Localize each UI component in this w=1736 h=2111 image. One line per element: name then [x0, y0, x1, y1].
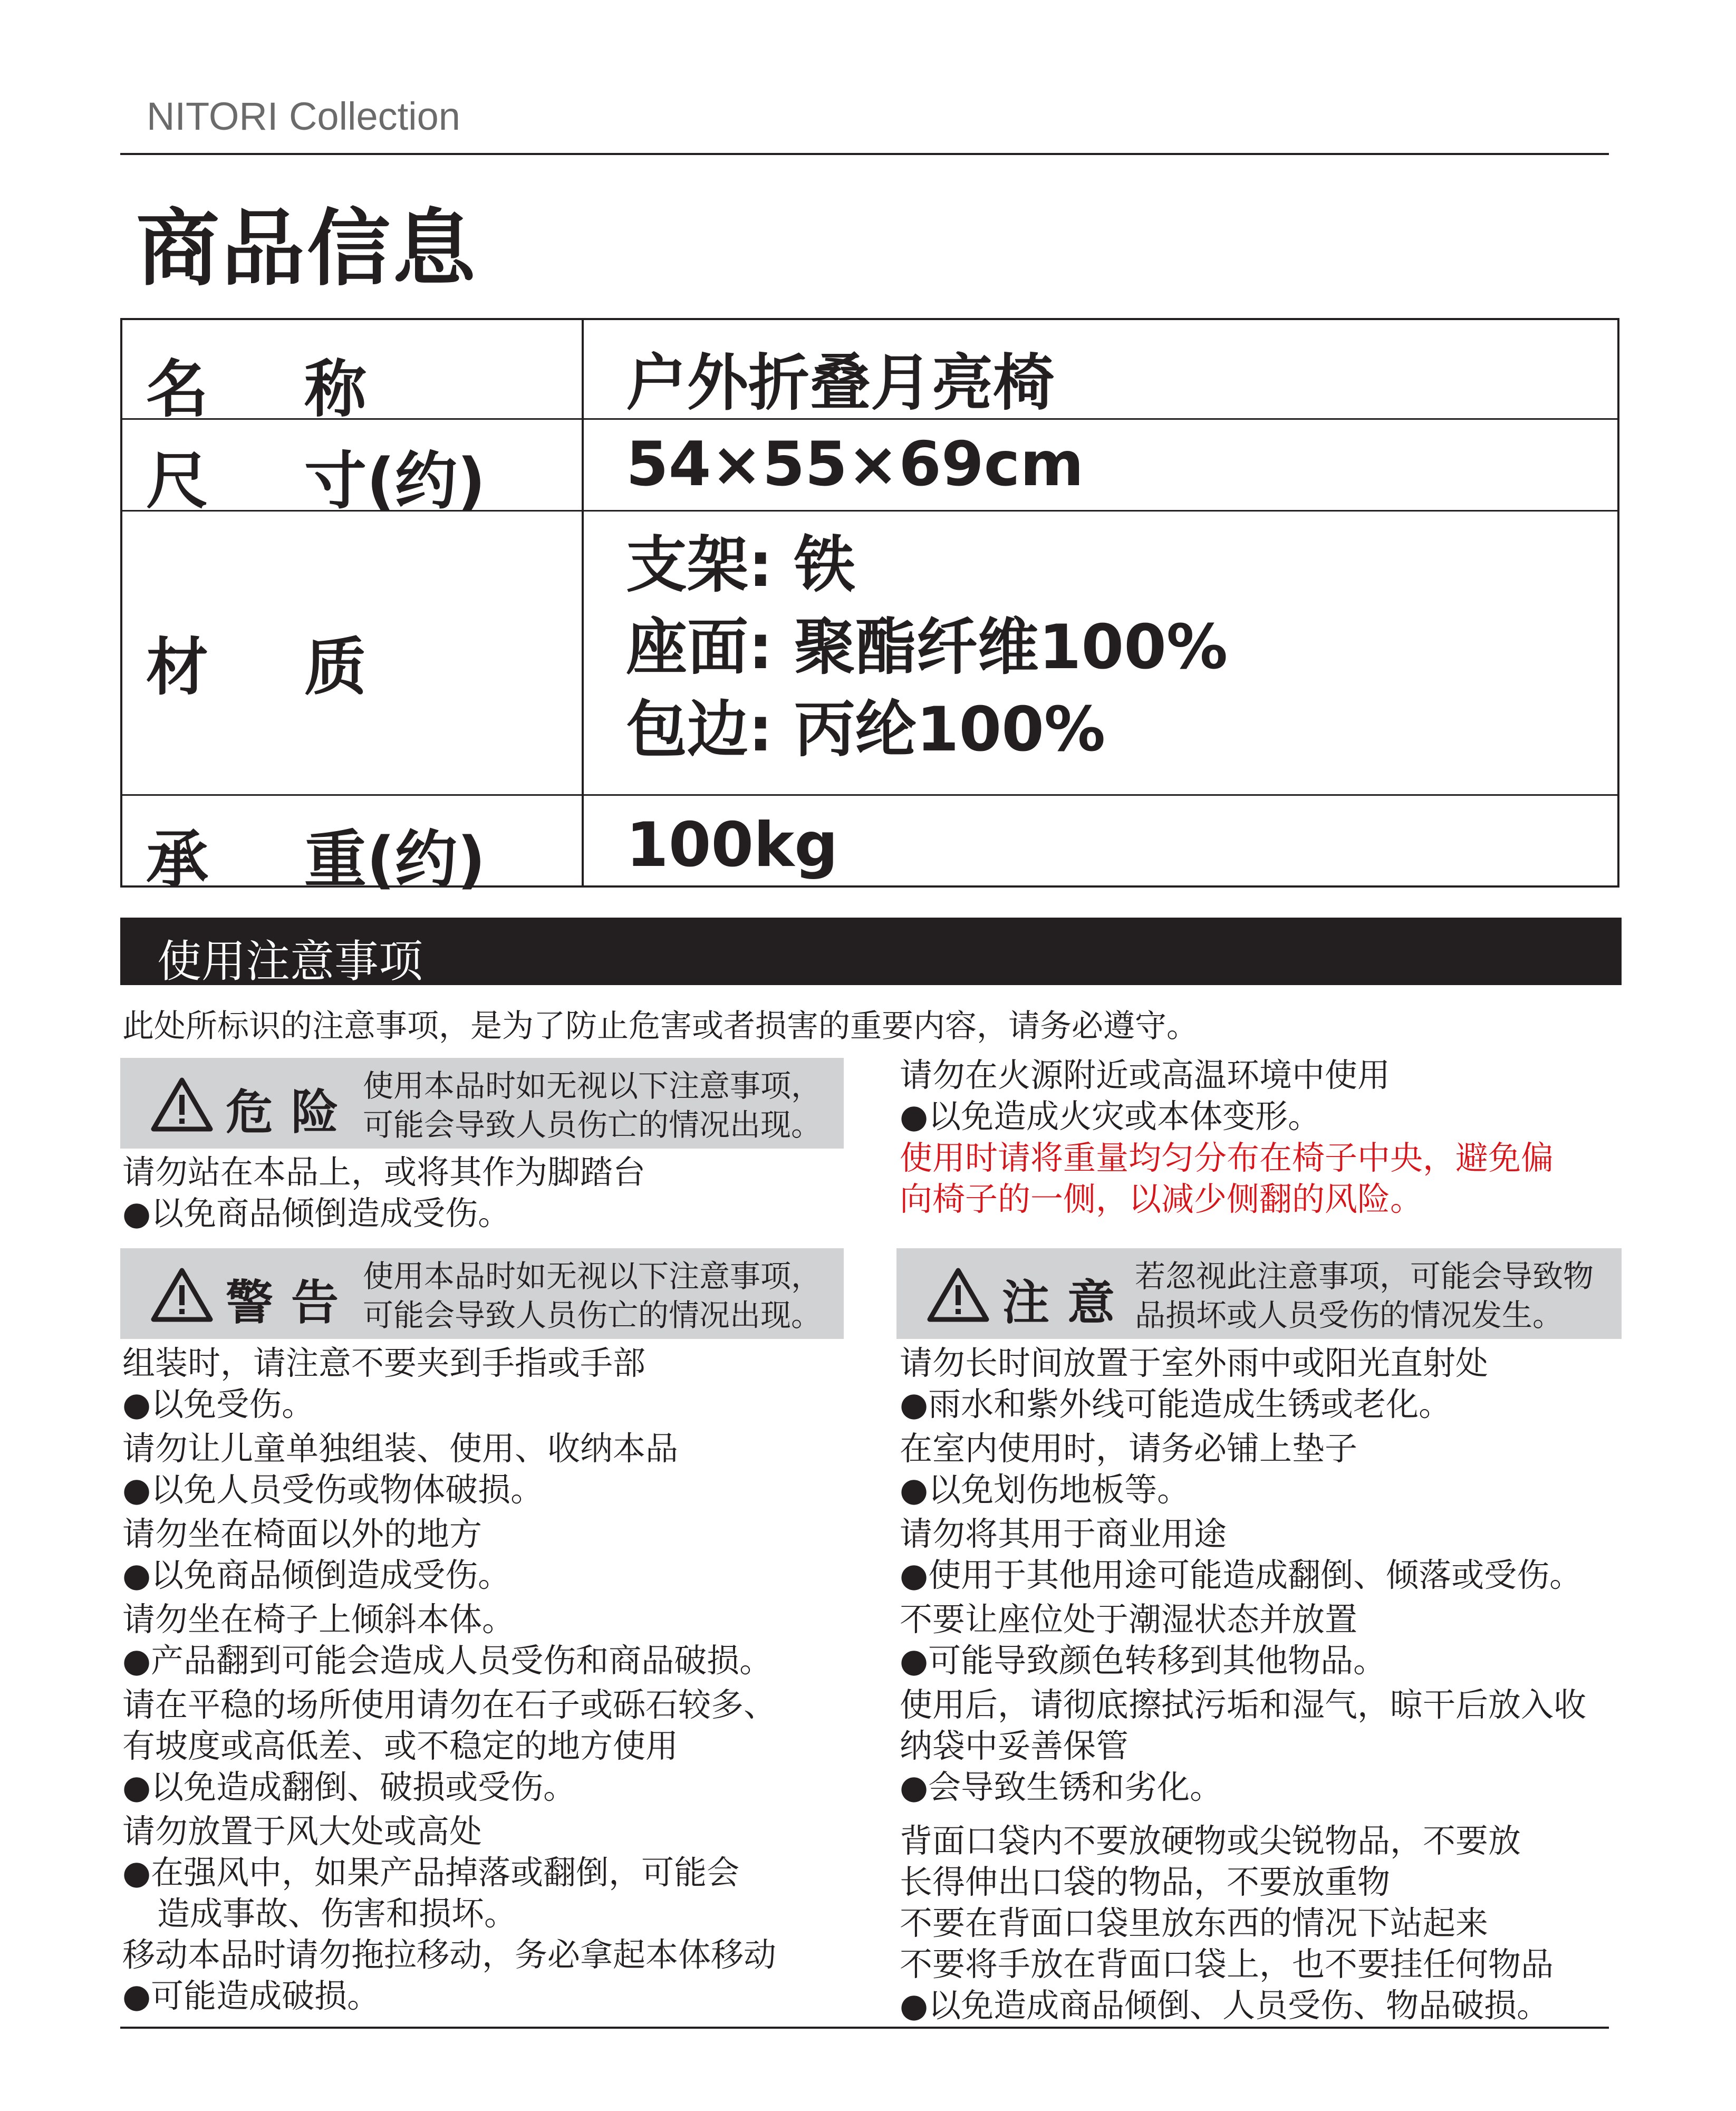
list-item: ●以免受伤。 — [122, 1385, 315, 1423]
load-label: 承 重(约) — [146, 823, 486, 896]
list-item: 有坡度或高低差、或不稳定的地方使用 — [122, 1727, 679, 1765]
list-item: 在室内使用时，请务必铺上垫子 — [900, 1429, 1358, 1468]
list-item: ●可能导致颜色转移到其他物品。 — [900, 1641, 1386, 1680]
warning-triangle-icon — [927, 1267, 989, 1322]
weight-distribution-note: 使用时请将重量均匀分布在椅子中央，避免偏 向椅子的一侧，以减少侧翻的风险。 — [900, 1139, 1554, 1218]
list-item: 背面口袋内不要放硬物或尖锐物品，不要放 — [900, 1821, 1521, 1860]
list-item: 请勿将其用于商业用途 — [900, 1515, 1227, 1553]
list-item: 不要在背面口袋里放东西的情况下站起来 — [900, 1904, 1489, 1942]
list-item: ●可能造成破损。 — [122, 1977, 380, 2015]
danger-box — [120, 1058, 844, 1149]
list-item: 请勿坐在椅面以外的地方 — [122, 1515, 483, 1553]
caution-description: 若忽视此注意事项，可能会导致物 品损坏或人员受伤的情况发生。 — [1135, 1258, 1594, 1333]
list-item: 纳袋中妥善保管 — [900, 1727, 1129, 1765]
list-item: ●在强风中，如果产品掉落或翻倒，可能会 — [122, 1853, 740, 1892]
page-title: 商品信息 — [136, 200, 478, 297]
list-item: ●会导致生锈和劣化。 — [900, 1768, 1223, 1806]
intro-text: 此处所标识的注意事项，是为了防止危害或者损害的重要内容，请务必遵守。 — [122, 1008, 1198, 1045]
material-label: 材 质 — [146, 631, 367, 703]
list-item: ●以免造成火灾或本体变形。 — [900, 1097, 1321, 1135]
table-column-divider — [582, 320, 584, 885]
list-item: 请勿坐在椅子上倾斜本体。 — [122, 1600, 515, 1638]
list-item: ●以免造成翻倒、破损或受伤。 — [122, 1768, 576, 1806]
list-item: ●雨水和紫外线可能造成生锈或老化。 — [900, 1385, 1452, 1423]
list-item: ●使用于其他用途可能造成翻倒、倾落或受伤。 — [900, 1556, 1583, 1594]
material-edge: 包边: 丙纶100% — [626, 694, 1106, 765]
load-value: 100kg — [626, 809, 838, 881]
brand-name: NITORI Collection — [147, 94, 460, 138]
list-item: 移动本品时请勿拖拉移动，务必拿起本体移动 — [122, 1935, 777, 1974]
size-label: 尺 寸(约) — [146, 445, 486, 517]
list-item: ●以免商品倾倒造成受伤。 — [122, 1194, 511, 1232]
caution-items — [900, 1343, 1586, 2026]
list-item: 长得伸出口袋的物品，不要放重物 — [900, 1863, 1391, 1901]
header-divider — [120, 153, 1609, 155]
list-item: 请勿长时间放置于室外雨中或阳光直射处 — [900, 1344, 1489, 1382]
list-item: 请勿放置于风大处或高处 — [122, 1812, 483, 1850]
danger-items — [122, 1152, 645, 1234]
fire-warning — [900, 1055, 1390, 1137]
list-item: 不要让座位处于潮湿状态并放置 — [900, 1600, 1358, 1638]
list-item: ●以免人员受伤或物体破损。 — [122, 1470, 544, 1509]
warning-description: 使用本品时如无视以下注意事项， 可能会导致人员伤亡的情况出现。 — [363, 1258, 822, 1333]
footer-divider — [120, 2027, 1609, 2029]
section-header — [120, 918, 1622, 985]
warning-box — [120, 1248, 844, 1339]
list-item: 使用后，请彻底擦拭污垢和湿气，晾干后放入收 — [900, 1685, 1587, 1724]
warning-items — [122, 1343, 776, 2017]
list-item: ●以免造成商品倾倒、人员受伤、物品破损。 — [900, 1986, 1550, 2025]
size-value: 54×55×69cm — [626, 429, 1084, 500]
table-row-divider — [122, 794, 1617, 796]
list-item: 造成事故、伤害和损坏。 — [157, 1894, 517, 1933]
danger-label: 危险 — [226, 1085, 356, 1140]
product-info-table — [120, 318, 1619, 896]
list-item: 请勿在火源附近或高温环境中使用 — [900, 1056, 1391, 1094]
list-item: 请在平稳的场所使用请勿在石子或砾石较多、 — [122, 1685, 777, 1724]
material-frame: 支架: 铁 — [626, 529, 855, 601]
material-seat: 座面: 聚酯纤维100% — [626, 612, 1228, 683]
list-item: 组装时，请注意不要夹到手指或手部 — [122, 1344, 646, 1382]
list-item: 请勿让儿童单独组装、使用、收纳本品 — [122, 1429, 679, 1468]
warning-label: 警告 — [226, 1275, 356, 1331]
caution-box — [896, 1248, 1622, 1339]
list-item: 不要将手放在背面口袋上，也不要挂任何物品 — [900, 1945, 1554, 1983]
danger-description: 使用本品时如无视以下注意事项， 可能会导致人员伤亡的情况出现。 — [363, 1068, 822, 1143]
name-label: 名 称 — [146, 353, 367, 426]
list-item: ●产品翻到可能会造成人员受伤和商品破损。 — [122, 1641, 773, 1680]
warning-triangle-icon — [151, 1267, 213, 1322]
material-values — [626, 524, 1228, 771]
section-title: 使用注意事项 — [157, 936, 423, 987]
warning-triangle-icon — [151, 1077, 213, 1132]
caution-label: 注意 — [1002, 1275, 1133, 1331]
list-item: ●以免划伤地板等。 — [900, 1470, 1190, 1509]
list-item: 请勿站在本品上，或将其作为脚踏台 — [122, 1153, 646, 1191]
name-value: 户外折叠月亮椅 — [626, 348, 1054, 419]
list-item: ●以免商品倾倒造成受伤。 — [122, 1556, 511, 1594]
